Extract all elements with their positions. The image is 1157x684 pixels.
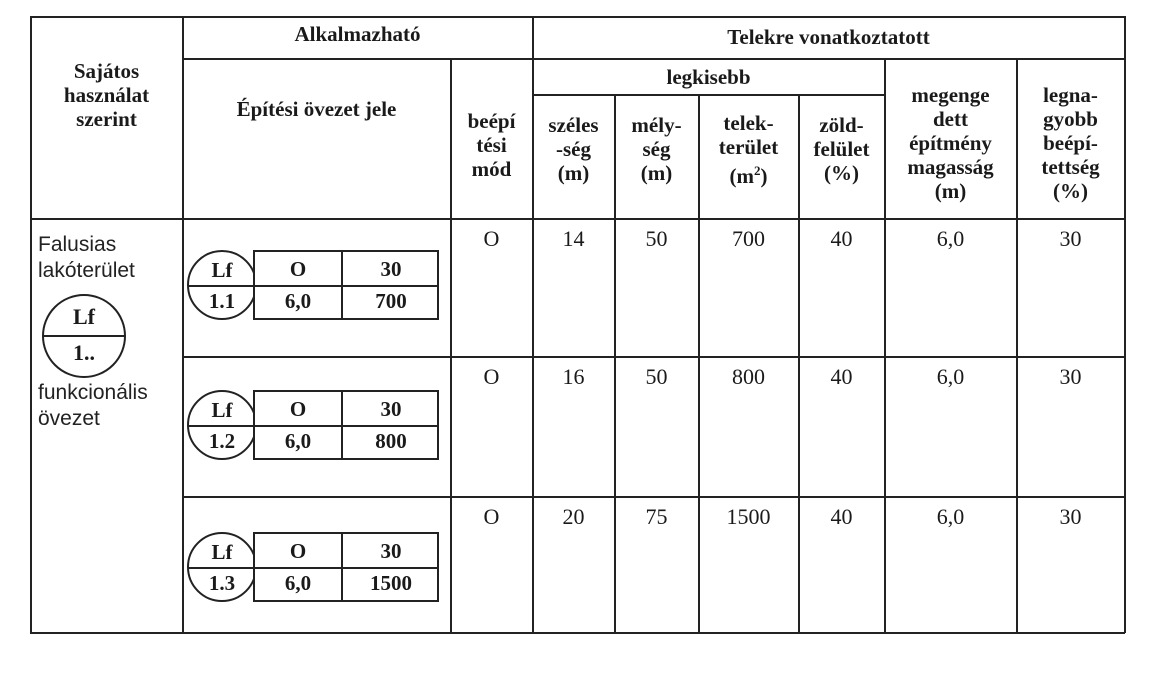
cell-terulet: 1500 (726, 504, 771, 529)
cell-melyseg: 75 (645, 504, 668, 529)
side-label-top: Falusias lakóterület (38, 233, 135, 282)
header-epitesi-ovezet: Építési övezet jele (236, 97, 397, 121)
zone-symbol-circle: Lf 1.. (42, 294, 126, 378)
side-label-bottom: funkcionális övezet (38, 381, 148, 430)
header-telekterulet: telek- terület $(m^2)$ (718, 110, 779, 188)
header-magassag: megenge dett építmény magasság (m) (907, 83, 994, 203)
header-melyseg: mély- ség (m) (631, 113, 682, 185)
cell-terulet: 800 (732, 364, 765, 389)
rule (1124, 16, 1126, 633)
cell-szelesseg: 14 (562, 226, 585, 251)
header-beepitesi-mod: beépí tési mód (467, 109, 516, 181)
cell-zold: 40 (830, 504, 853, 529)
rule (182, 496, 1125, 498)
cell-zold: 40 (830, 226, 853, 251)
header-zoldfelulet: zöld- felület (%) (813, 113, 870, 185)
cell-melyseg: 50 (645, 226, 668, 251)
cell-mod: O (483, 226, 500, 251)
cell-mod: O (483, 364, 500, 389)
rule (30, 632, 1125, 634)
rule (532, 94, 884, 96)
cell-melyseg: 50 (645, 364, 668, 389)
header-legkisebb: legkisebb (666, 65, 751, 89)
cell-szelesseg: 16 (562, 364, 585, 389)
header-sajatos: Sajátos használat szerint (63, 59, 150, 131)
cell-magassag: 6,0 (936, 504, 965, 529)
cell-magassag: 6,0 (936, 364, 965, 389)
cell-beepitettseg: 30 (1059, 504, 1082, 529)
cell-mod: O (483, 504, 500, 529)
header-szelesseg: széles -ség (m) (548, 113, 599, 185)
rule (182, 356, 1125, 358)
cell-zold: 40 (830, 364, 853, 389)
cell-terulet: 700 (732, 226, 765, 251)
cell-szelesseg: 20 (562, 504, 585, 529)
rule (30, 218, 1125, 220)
header-beepitettseg: legna- gyobb beépí- tettség (%) (1041, 83, 1100, 203)
header-telekre: Telekre vonatkoztatott (727, 25, 930, 49)
cell-magassag: 6,0 (936, 226, 965, 251)
cell-beepitettseg: 30 (1059, 226, 1082, 251)
header-alkalmazhato: Alkalmazható (294, 22, 421, 46)
cell-beepitettseg: 30 (1059, 364, 1082, 389)
